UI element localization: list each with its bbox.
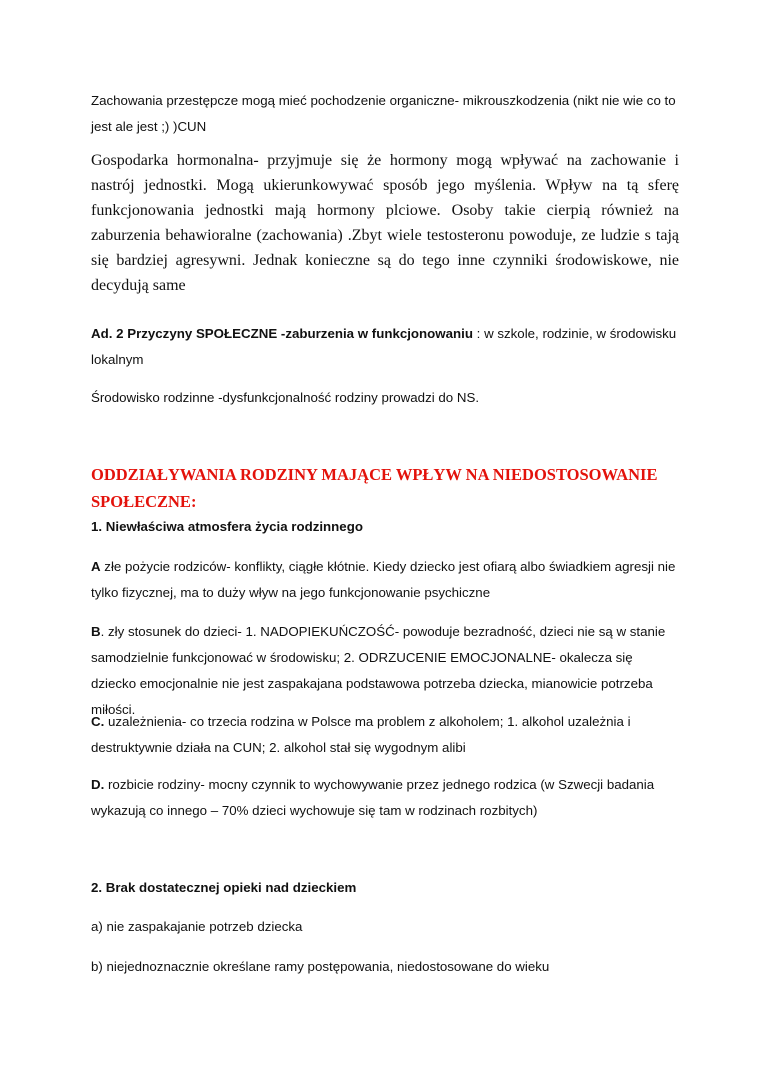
item-c-label: C. xyxy=(91,714,105,729)
paragraph-social-causes xyxy=(91,321,679,373)
paragraph-organic-causes: Zachowania przestępcze mogą mieć pochodzenie organiczne- mikrouszkodzenia (nikt nie wie co to jest ale jest ;) )CUN xyxy=(91,93,676,134)
item-d-label: D. xyxy=(91,777,105,792)
item-a-text: złe pożycie rodziców- konflikty, ciągłe kłótnie. Kiedy dziecko jest ofiarą albo świadkiem agresji nie tylko fizycznej, ma to duży wływ na jego funkcjonowanie psychiczne xyxy=(91,559,676,600)
subheading-atmosphere: 1. Niewłaściwa atmosfera życia rodzinnego xyxy=(91,519,363,534)
item-b xyxy=(91,619,679,723)
item-b-text: . zły stosunek do dzieci- 1. NADOPIEKUŃCZOŚĆ- powoduje bezradność, dzieci nie są w stanie samodzielnie funkcjonować w środowisku; 2. ODRZUCENIE EMOCJONALNE- okalecza się dziecko emocjonalnie nie jest zaspakajana podstawowa potrzeba dziecka, mianowicie potrzeba miłości. xyxy=(91,624,666,717)
item-c-text: uzależnienia- co trzecia rodzina w Polsce ma problem z alkoholem; 1. alkohol uzależnia i destruktywnie działa na CUN; 2. alkohol stał się wygodnym alibi xyxy=(91,714,631,755)
paragraph-family-environment: Środowisko rodzinne -dysfunkcjonalność rodziny prowadzi do NS. xyxy=(91,390,480,405)
list-item-a: a) nie zaspakajanie potrzeb dziecka xyxy=(91,919,303,934)
social-causes-title: Ad. 2 Przyczyny SPOŁECZNE -zaburzenia w funkcjonowaniu xyxy=(91,326,473,341)
subheading-lack-of-care: 2. Brak dostatecznej opieki nad dzieckiem xyxy=(91,880,357,895)
social-causes-text: : w szkole, rodzinie, w środowisku lokalnym xyxy=(91,326,677,367)
item-d xyxy=(91,772,679,824)
item-a-label: A xyxy=(91,559,101,574)
paragraph-hormonal: Gospodarka hormonalna- przyjmuje się że hormony mogą wpływać na zachowanie i nastrój jednostki. Mogą ukierunkowywać sposób jego myślenia. Wpływ na tą sferę funkcjonowania jednostki mają hormony plciowe. Osoby takie cierpią również na zaburzenia behawioralne (zachowania) .Zbyt wiele testosteronu powoduje, ze ludzie s tają się bardziej agresywni. Jednak konieczne są do tego inne czynniki środowiskowe, nie decydują same xyxy=(91,152,679,294)
item-a xyxy=(91,554,679,606)
item-b-label: B xyxy=(91,624,101,639)
item-c xyxy=(91,709,679,761)
list-item-b: b) niejednoznacznie określane ramy postępowania, niedostosowane do wieku xyxy=(91,959,550,974)
item-d-text: rozbicie rodziny- mocny czynnik to wychowywanie przez jednego rodzica (w Szwecji badania wykazują co innego – 70% dzieci wychowuje się tam w rodzinach rozbitych) xyxy=(91,777,655,818)
section-heading: ODDZIAŁYWANIA RODZINY MAJĄCE WPŁYW NA NIEDOSTOSOWANIE SPOŁECZNE: xyxy=(91,465,658,511)
